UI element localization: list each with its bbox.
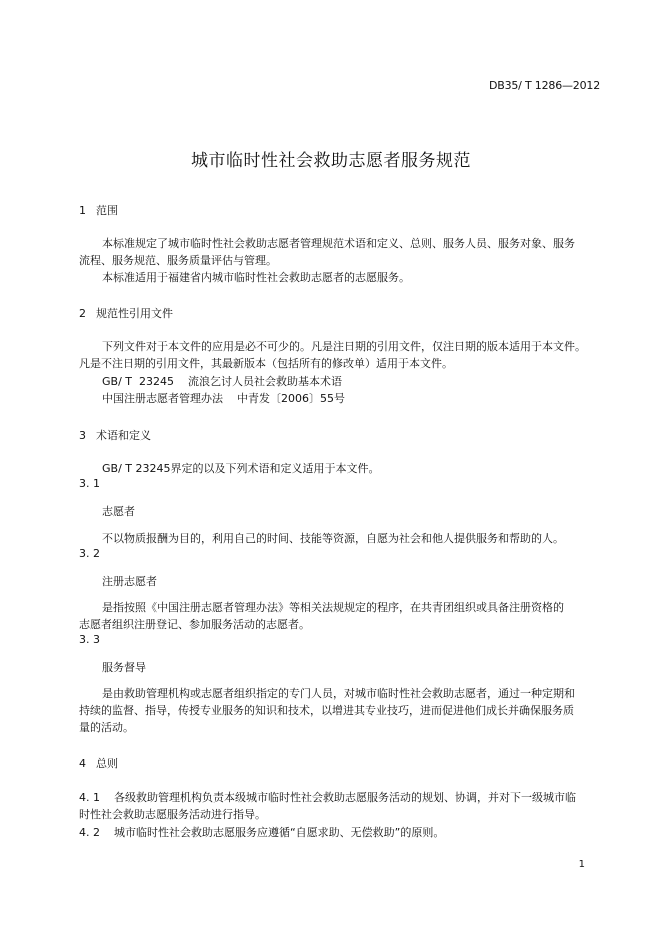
- term-definition-line: 持续的监督、指导，传授专业服务的知识和技术，以增进其专业技巧，进而促进他们成长并确保服务质: [79, 704, 574, 717]
- section-4-heading: [79, 755, 118, 771]
- term-name: 服务督导: [102, 661, 146, 674]
- term-definition-line: 志愿者组织注册登记、参加服务活动的志愿者。: [79, 618, 310, 631]
- term-number: 3. 2: [79, 547, 100, 560]
- clause-4-2: 4. 2 城市临时性社会救助志愿服务应遵循“自愿求助、无偿救助”的原则。: [79, 826, 445, 839]
- s2-reference-1: GB/ T 23245 流浪乞讨人员社会救助基本术语: [102, 375, 342, 388]
- s1-p1-line1: 本标准规定了城市临时性社会救助志愿者管理规范术语和定义、总则、服务人员、服务对象、服务: [102, 237, 575, 250]
- section-3-heading: [79, 427, 151, 443]
- s2-p1-line1: 下列文件对于本文件的应用是必不可少的。凡是注日期的引用文件，仅注日期的版本适用于本文件。: [102, 340, 586, 353]
- clause-4-1-line1: 4. 1 各级救助管理机构负责本级城市临时性社会救助志愿服务活动的规划、协调，并对下一级城市临: [79, 791, 576, 804]
- term-definition-line: 不以物质报酬为目的，利用自己的时间、技能等资源，自愿为社会和他人提供服务和帮助的人。: [102, 532, 564, 545]
- s1-p1-line2: 流程、服务规范、服务质量评估与管理。: [79, 254, 277, 267]
- term-definition-line: 是指按照《中国注册志愿者管理办法》等相关法规规定的程序，在共青团组织或具备注册资格的: [102, 601, 564, 614]
- section-title: 总则: [96, 757, 118, 770]
- section-number: 3: [79, 429, 86, 442]
- section-1-heading: [79, 202, 118, 218]
- term-name: 注册志愿者: [102, 575, 157, 588]
- section-title: 规范性引用文件: [96, 307, 173, 320]
- section-number: 4: [79, 757, 86, 770]
- term-definition-line: 量的活动。: [79, 721, 134, 734]
- section-number: 1: [79, 204, 86, 217]
- s2-reference-2: 中国注册志愿者管理办法 中青发〔2006〕55号: [102, 392, 345, 405]
- s1-p2: 本标准适用于福建省内城市临时性社会救助志愿者的志愿服务。: [102, 271, 410, 284]
- section-number: 2: [79, 307, 86, 320]
- clause-4-1-line2: 时性社会救助志愿服务活动进行指导。: [79, 808, 266, 821]
- term-definition-line: 是由救助管理机构或志愿者组织指定的专门人员，对城市临时性社会救助志愿者，通过一种定期和: [102, 687, 575, 700]
- term-number: 3. 3: [79, 633, 100, 646]
- term-number: 3. 1: [79, 477, 100, 490]
- s3-intro: GB/ T 23245界定的以及下列术语和定义适用于本文件。: [102, 462, 380, 475]
- section-title: 范围: [96, 204, 118, 217]
- standard-code: DB35/ T 1286—2012: [488, 79, 600, 92]
- page-number: 1: [578, 859, 585, 870]
- document-title: 城市临时性社会救助志愿者服务规范: [191, 151, 471, 171]
- s2-p1-line2: 凡是不注日期的引用文件，其最新版本（包括所有的修改单）适用于本文件。: [79, 357, 453, 370]
- term-name: 志愿者: [102, 505, 135, 518]
- section-title: 术语和定义: [96, 429, 151, 442]
- section-2-heading: [79, 305, 173, 321]
